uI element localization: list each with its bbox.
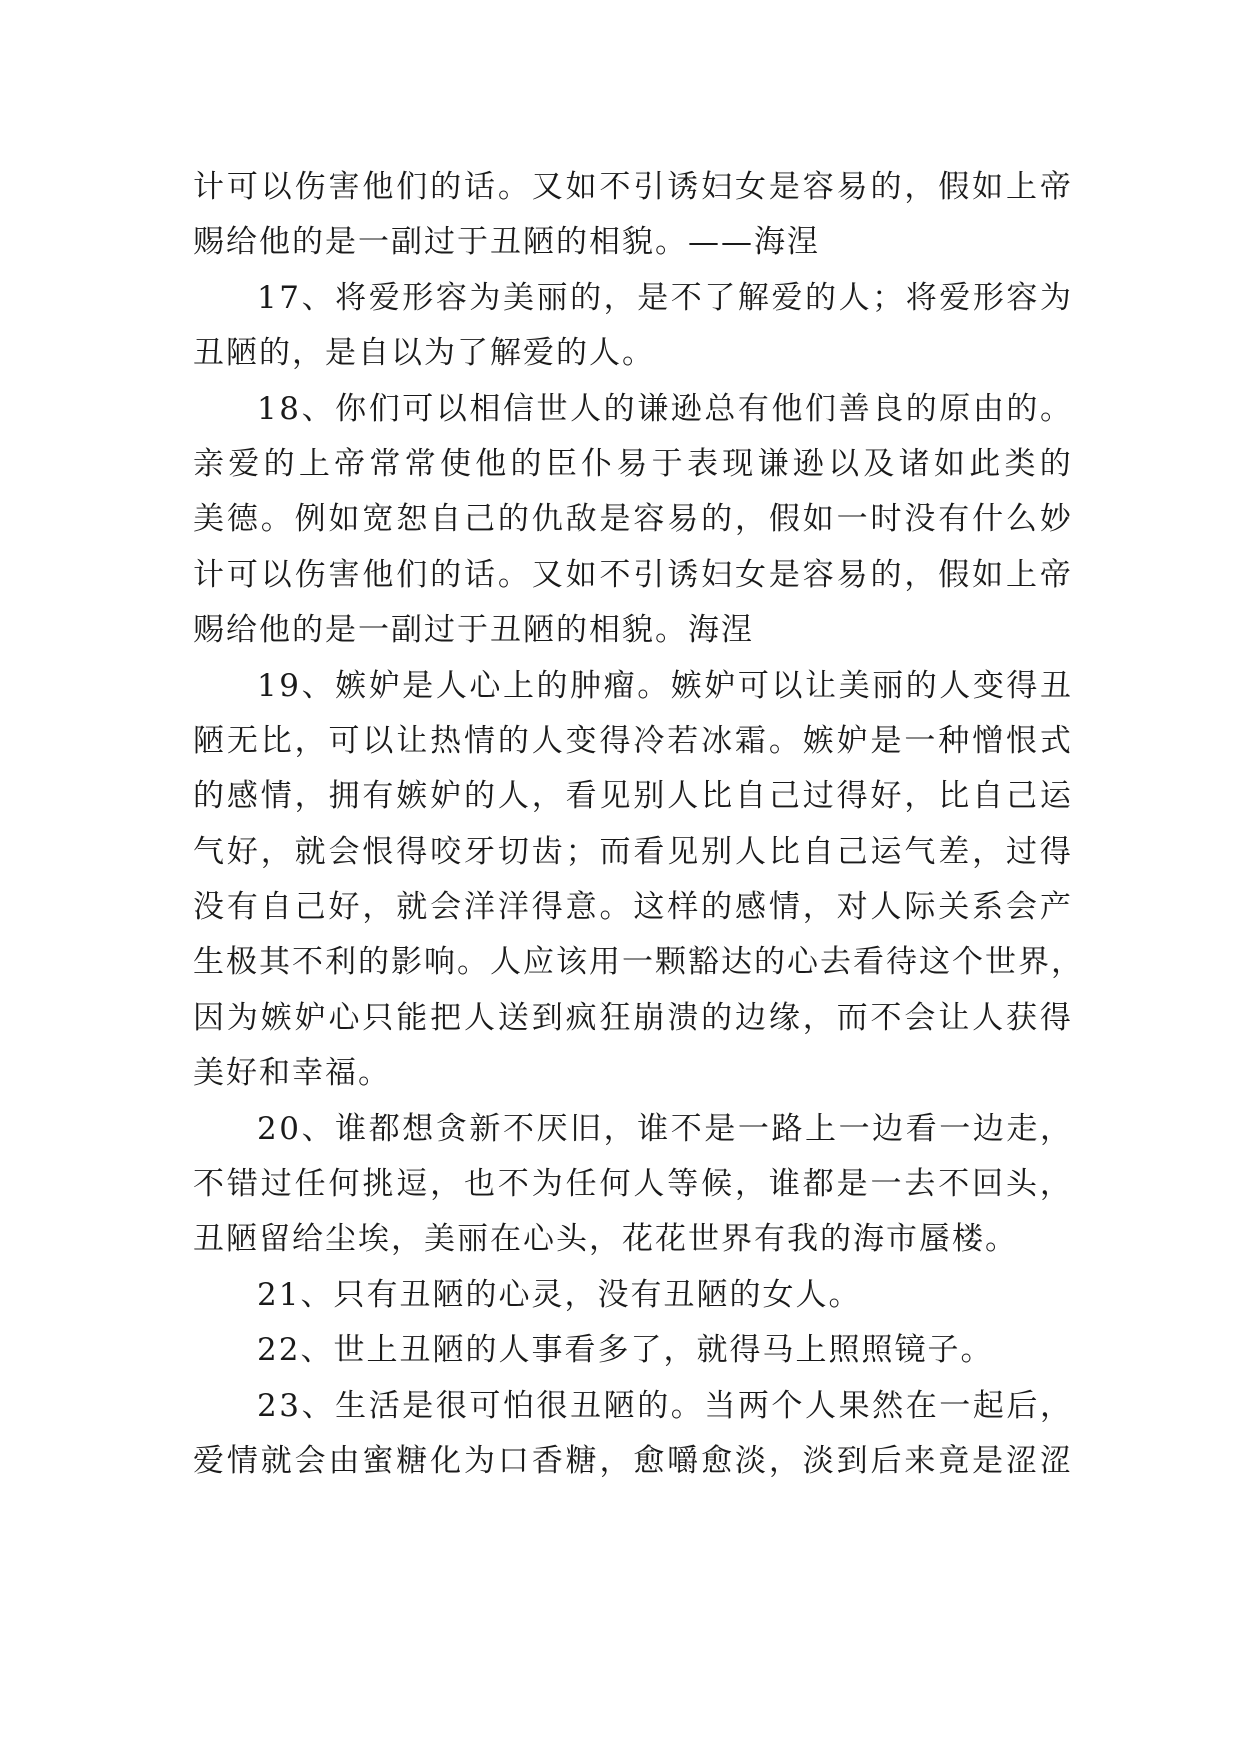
text-line: 1 8 、 你 们 可 以 相 信 世 人 的 谦 逊 总 有 他 们 善 良 的 原 由 的 。 bbox=[257, 390, 1073, 427]
text-line: 1 9 、 嫉 妒 是 人 心 上 的 肿 瘤 。 嫉 妒 可 以 让 美 丽 的 人 变 得 丑 bbox=[257, 667, 1073, 704]
text-line: 2 0 、 谁 都 想 贪 新 不 厌 旧 ， 谁 不 是 一 路 上 一 边 看 一 边 走 ， bbox=[257, 1110, 1073, 1147]
text-line: 2 1 、 只 有 丑 陋 的 心 灵 ， 没 有 丑 陋 的 女 人 。 bbox=[257, 1276, 862, 1313]
text-line: 气 好 ， 就 会 恨 得 咬 牙 切 齿 ； 而 看 见 别 人 比 自 己 运 气 差 ， 过 得 bbox=[193, 833, 1073, 870]
text-line: 1 7 、 将 爱 形 容 为 美 丽 的 ， 是 不 了 解 爱 的 人 ； 将 爱 形 容 为 bbox=[257, 279, 1073, 316]
text-line: 美 好 和 幸 福 。 bbox=[193, 1055, 391, 1092]
text-line: 爱 情 就 会 由 蜜 糖 化 为 口 香 糖 ， 愈 嚼 愈 淡 ， 淡 到 后 来 竟 是 涩 涩 bbox=[193, 1442, 1073, 1479]
text-line: 没 有 自 己 好 ， 就 会 洋 洋 得 意 。 这 样 的 感 情 ， 对 人 际 关 系 会 产 bbox=[193, 889, 1073, 926]
text-line: 2 3 、 生 活 是 很 可 怕 很 丑 陋 的 。 当 两 个 人 果 然 在 一 起 后 ， bbox=[257, 1387, 1073, 1424]
text-line: 赐 给 他 的 是 一 副 过 于 丑 陋 的 相 貌 。 海 涅 bbox=[193, 612, 754, 649]
text-line: 不 错 过 任 何 挑 逗 ， 也 不 为 任 何 人 等 候 ， 谁 都 是 一 去 不 回 头 ， bbox=[193, 1166, 1073, 1203]
text-line: 2 2 、 世 上 丑 陋 的 人 事 看 多 了 ， 就 得 马 上 照 照 镜 子 。 bbox=[257, 1332, 994, 1369]
text-line: 的 感 情 ， 拥 有 嫉 妒 的 人 ， 看 见 别 人 比 自 己 过 得 好 ， 比 自 己 运 bbox=[193, 778, 1073, 815]
text-line: 丑 陋 留 给 尘 埃 ， 美 丽 在 心 头 ， 花 花 世 界 有 我 的 海 市 蜃 楼 。 bbox=[193, 1221, 1018, 1258]
text-line: 丑 陋 的 ， 是 自 以 为 了 解 爱 的 人 。 bbox=[193, 335, 655, 372]
document-body bbox=[193, 160, 1084, 1489]
text-line: 计 可 以 伤 害 他 们 的 话 。 又 如 不 引 诱 妇 女 是 容 易 的 ， 假 如 上 帝 bbox=[193, 169, 1073, 205]
text-line: 计 可 以 伤 害 他 们 的 话 。 又 如 不 引 诱 妇 女 是 容 易 的 ， 假 如 上 帝 bbox=[193, 556, 1073, 593]
text-line: 亲 爱 的 上 帝 常 常 使 他 的 臣 仆 易 于 表 现 谦 逊 以 及 诸 如 此 类 的 bbox=[193, 445, 1073, 482]
text-line: 美 德 。 例 如 宽 恕 自 己 的 仇 敌 是 容 易 的 ， 假 如 一 时 没 有 什 么 妙 bbox=[193, 501, 1073, 538]
text-line: 因 为 嫉 妒 心 只 能 把 人 送 到 疯 狂 崩 溃 的 边 缘 ， 而 不 会 让 人 获 得 bbox=[193, 999, 1073, 1036]
text-line: 生 极 其 不 利 的 影 响 。 人 应 该 用 一 颗 豁 达 的 心 去 看 待 这 个 世 界 ， bbox=[193, 944, 1084, 981]
text-line: 赐 给 他 的 是 一 副 过 于 丑 陋 的 相 貌 。 — — 海 涅 bbox=[193, 224, 820, 261]
text-line: 陋 无 比 ， 可 以 让 热 情 的 人 变 得 冷 若 冰 霜 。 嫉 妒 是 一 种 憎 恨 式 bbox=[193, 722, 1073, 759]
